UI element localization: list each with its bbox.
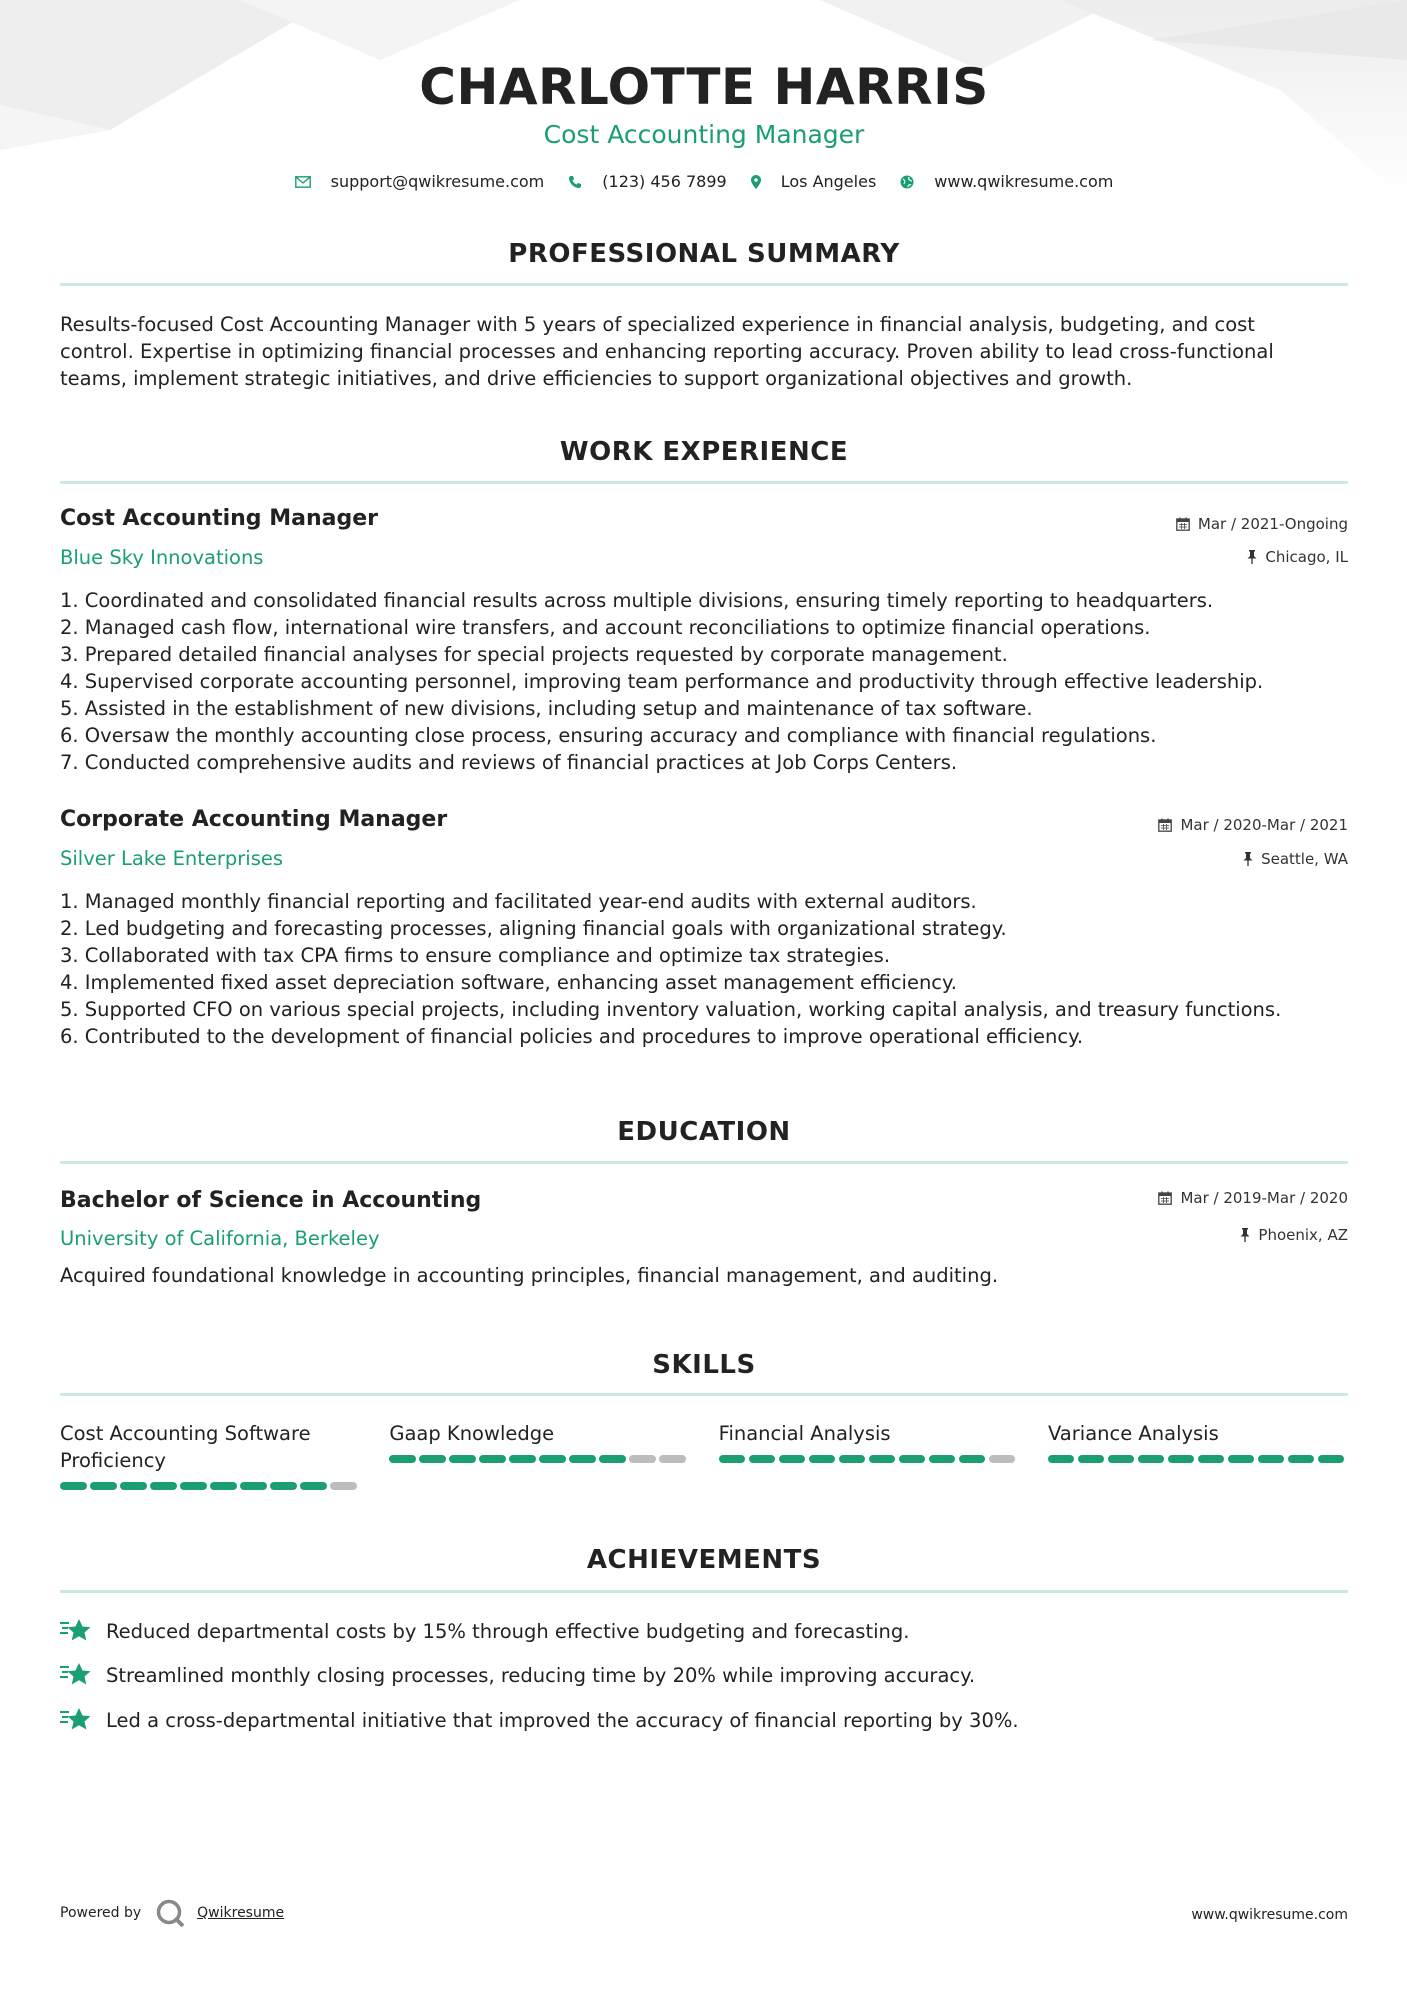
skill-segment-filled <box>539 1455 566 1463</box>
skill-segment-filled <box>270 1482 297 1490</box>
job-bullet-list <box>60 587 1348 776</box>
skill-segment-filled <box>719 1455 746 1463</box>
skills-row <box>60 1420 1348 1490</box>
list-item: 5. Supported CFO on various special projects, including inventory valuation, working capital analysis, and treasury functions. <box>60 998 1282 1021</box>
brand-link[interactable]: Qwikresume <box>197 1905 285 1921</box>
education-date <box>1158 1189 1348 1207</box>
education-heading: EDUCATION <box>617 1117 791 1147</box>
skill-segment-filled <box>869 1455 896 1463</box>
skill-level-bar <box>719 1455 1019 1463</box>
skill-segment-filled <box>1288 1455 1315 1463</box>
skill-level-bar <box>389 1455 689 1463</box>
job-location-text: Chicago, IL <box>1265 548 1348 566</box>
skill-item <box>719 1420 1019 1490</box>
education-rule <box>60 1161 1348 1164</box>
skill-item <box>60 1420 360 1490</box>
skill-name: Gaap Knowledge <box>389 1422 555 1445</box>
skill-name: Financial Analysis <box>718 1422 891 1445</box>
star-icon <box>60 1707 92 1733</box>
skill-item <box>389 1420 689 1490</box>
contact-website-text: www.qwikresume.com <box>934 172 1114 191</box>
skill-segment-filled <box>389 1455 416 1463</box>
skill-segment-filled <box>749 1455 776 1463</box>
achievement-text: Led a cross-departmental initiative that improved the accuracy of financial reporting by 30%. <box>106 1708 1019 1732</box>
achievements-heading: ACHIEVEMENTS <box>586 1545 822 1575</box>
achievements-rule <box>60 1590 1348 1593</box>
job-date-text: Mar / 2020-Mar / 2021 <box>1180 816 1348 834</box>
degree-title: Bachelor of Science in Accounting <box>60 1188 482 1213</box>
list-item: 7. Conducted comprehensive audits and reviews of financial practices at Job Corps Centers. <box>60 751 958 774</box>
skill-segment-filled <box>1198 1455 1225 1463</box>
pushpin-icon <box>1243 852 1253 866</box>
job-title: Corporate Accounting Manager <box>60 807 448 832</box>
skill-level-bar <box>1048 1455 1348 1463</box>
skill-name: Cost Accounting Software Proficiency <box>60 1422 311 1472</box>
skill-segment-filled <box>1048 1455 1075 1463</box>
calendar-icon <box>1158 1191 1172 1205</box>
skill-segment-empty <box>629 1455 656 1463</box>
job-title: Cost Accounting Manager <box>60 506 378 531</box>
achievement-item <box>60 1618 1348 1644</box>
skills-rule <box>60 1393 1348 1396</box>
list-item: 5. Assisted in the establishment of new divisions, including setup and maintenance of tax software. <box>60 697 1033 720</box>
skill-segment-filled <box>839 1455 866 1463</box>
skill-segment-filled <box>1228 1455 1255 1463</box>
job-location <box>1247 548 1348 566</box>
qwikresume-logo-icon <box>155 1898 187 1928</box>
education-location-text: Phoenix, AZ <box>1258 1226 1348 1244</box>
list-item: 3. Collaborated with tax CPA firms to ensure compliance and optimize tax strategies. <box>60 944 891 967</box>
list-item: 2. Managed cash flow, international wire transfers, and account reconciliations to optimize financial operations. <box>60 616 1151 639</box>
envelope-icon <box>295 176 311 188</box>
skill-segment-filled <box>60 1482 87 1490</box>
calendar-icon <box>1176 517 1190 531</box>
summary-line: control. Expertise in optimizing financial processes and enhancing reporting accuracy. Proven ability to lead cross-functional <box>60 340 1274 363</box>
company-name: Blue Sky Innovations <box>60 546 264 569</box>
globe-icon <box>900 175 914 189</box>
contact-bar <box>60 172 1348 191</box>
job-location-text: Seattle, WA <box>1261 850 1348 868</box>
contact-location-text: Los Angeles <box>780 172 877 191</box>
skill-segment-filled <box>1108 1455 1135 1463</box>
education-description: Acquired foundational knowledge in accounting principles, financial management, and auditing. <box>60 1264 999 1287</box>
skill-segment-filled <box>1168 1455 1195 1463</box>
skill-item <box>1048 1420 1348 1490</box>
list-item: 3. Prepared detailed financial analyses for special projects requested by corporate management. <box>60 643 1008 666</box>
skill-segment-filled <box>599 1455 626 1463</box>
education-location <box>1240 1226 1348 1244</box>
skill-segment-filled <box>569 1455 596 1463</box>
phone-icon <box>568 175 582 189</box>
experience-heading: WORK EXPERIENCE <box>559 437 849 467</box>
skill-segment-filled <box>1258 1455 1285 1463</box>
summary-line: Results-focused Cost Accounting Manager with 5 years of specialized experience in financial analysis, budgeting, and cost <box>60 313 1255 336</box>
skill-segment-filled <box>1318 1455 1345 1463</box>
skill-segment-filled <box>419 1455 446 1463</box>
summary-line: teams, implement strategic initiatives, and drive efficiencies to support organizational objectives and growth. <box>60 367 1133 390</box>
achievement-item <box>60 1707 1348 1733</box>
job-date <box>1158 816 1348 834</box>
list-item: 6. Contributed to the development of financial policies and procedures to improve operational efficiency. <box>60 1025 1084 1048</box>
skill-segment-empty <box>330 1482 357 1490</box>
skill-segment-filled <box>899 1455 926 1463</box>
achievement-text: Reduced departmental costs by 15% through effective budgeting and forecasting. <box>106 1619 910 1643</box>
list-item: 4. Supervised corporate accounting personnel, improving team performance and productivity through effective leadership. <box>60 670 1264 693</box>
contact-email[interactable] <box>295 172 545 191</box>
contact-phone-text: (123) 456 7899 <box>602 172 727 191</box>
list-item: 4. Implemented fixed asset depreciation software, enhancing asset management efficiency. <box>60 971 957 994</box>
skill-segment-filled <box>449 1455 476 1463</box>
skills-heading: SKILLS <box>652 1350 756 1380</box>
candidate-name: CHARLOTTE HARRIS <box>419 58 989 116</box>
company-name: Silver Lake Enterprises <box>60 847 284 870</box>
footer-powered-by <box>60 1898 284 1928</box>
contact-location <box>751 172 877 191</box>
skill-segment-filled <box>779 1455 806 1463</box>
skill-segment-empty <box>659 1455 686 1463</box>
job-bullet-list <box>60 888 1348 1050</box>
job-date <box>1176 515 1348 533</box>
calendar-icon <box>1158 818 1172 832</box>
skill-segment-filled <box>479 1455 506 1463</box>
skill-name: Variance Analysis <box>1047 1422 1219 1445</box>
contact-phone[interactable] <box>568 172 726 191</box>
skill-segment-filled <box>150 1482 177 1490</box>
skill-segment-empty <box>989 1455 1016 1463</box>
pushpin-icon <box>1247 550 1257 564</box>
powered-by-label: Powered by <box>60 1905 142 1921</box>
skill-segment-filled <box>1078 1455 1105 1463</box>
summary-rule <box>60 283 1348 286</box>
pushpin-icon <box>1240 1228 1250 1242</box>
skill-segment-filled <box>180 1482 207 1490</box>
skill-segment-filled <box>1138 1455 1165 1463</box>
skill-segment-filled <box>300 1482 327 1490</box>
footer-website[interactable]: www.qwikresume.com <box>1191 1907 1348 1923</box>
skill-segment-filled <box>929 1455 956 1463</box>
summary-text <box>60 311 1348 392</box>
education-date-text: Mar / 2019-Mar / 2020 <box>1180 1189 1348 1207</box>
skill-segment-filled <box>240 1482 267 1490</box>
skill-segment-filled <box>959 1455 986 1463</box>
star-icon <box>60 1618 92 1644</box>
list-item: 6. Oversaw the monthly accounting close process, ensuring accuracy and compliance with financial regulations. <box>60 724 1157 747</box>
list-item: 1. Coordinated and consolidated financial results across multiple divisions, ensuring timely reporting to headquarters. <box>60 589 1214 612</box>
skill-segment-filled <box>210 1482 237 1490</box>
job-location <box>1243 850 1348 868</box>
list-item: 2. Led budgeting and forecasting processes, aligning financial goals with organizational strategy. <box>60 917 1007 940</box>
achievement-text: Streamlined monthly closing processes, reducing time by 20% while improving accuracy. <box>106 1663 976 1687</box>
candidate-title: Cost Accounting Manager <box>543 120 865 149</box>
skill-segment-filled <box>809 1455 836 1463</box>
skill-segment-filled <box>120 1482 147 1490</box>
skill-segment-filled <box>509 1455 536 1463</box>
job-date-text: Mar / 2021-Ongoing <box>1197 515 1348 533</box>
experience-rule <box>60 481 1348 484</box>
list-item: 1. Managed monthly financial reporting and facilitated year-end audits with external auditors. <box>60 890 977 913</box>
contact-website[interactable] <box>900 172 1113 191</box>
skill-level-bar <box>60 1482 360 1490</box>
star-icon <box>60 1662 92 1688</box>
skill-segment-filled <box>90 1482 117 1490</box>
achievement-item <box>60 1662 1348 1688</box>
school-name: University of California, Berkeley <box>60 1227 380 1250</box>
summary-heading: PROFESSIONAL SUMMARY <box>508 239 900 269</box>
map-marker-icon <box>751 175 761 189</box>
contact-email-text: support@qwikresume.com <box>330 172 545 191</box>
